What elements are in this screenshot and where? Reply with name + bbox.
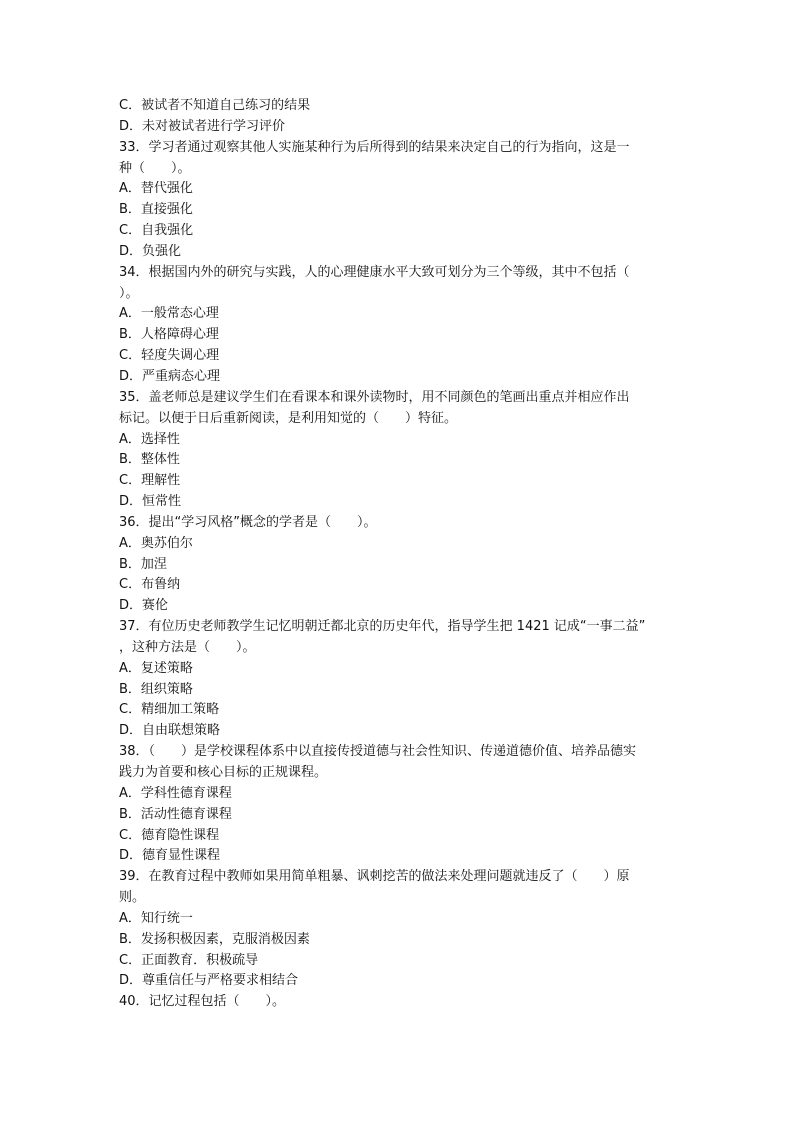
option-a: A．复述策略 xyxy=(119,660,193,676)
option-b: B．人格障碍心理 xyxy=(119,327,219,343)
text-line: 践力为首要和核心目标的正规课程。 xyxy=(119,765,328,780)
question-39: 39．在教育过程中教师如果用简单粗暴、讽刺挖苦的做法来处理问题就违反了（ ）原 xyxy=(119,869,630,885)
option-d: D．赛伦 xyxy=(119,598,169,614)
text-line: ，这种方法是（ ）。 xyxy=(119,639,256,655)
document-page xyxy=(119,96,675,1013)
text-line: 标记。以便于日后重新阅读，是利用知觉的（ ）特征。 xyxy=(119,410,458,426)
question-37: 37．有位历史老师教学生记忆明朝迁都北京的历史年代，指导学生把 1421 记成“一事二益” xyxy=(119,619,646,635)
option-b: B．加涅 xyxy=(119,556,167,572)
option-c: C．精细加工策略 xyxy=(119,702,220,718)
text-line: 则。 xyxy=(119,890,146,906)
option-c: C．德育隐性课程 xyxy=(119,827,220,843)
option-d: D．尊重信任与严格要求相结合 xyxy=(119,973,299,989)
option-c: C．正面教育．积极疏导 xyxy=(119,952,259,968)
option-a: A．知行统一 xyxy=(119,910,193,926)
option-b: B．整体性 xyxy=(119,452,180,468)
option-a: A．奥苏伯尔 xyxy=(119,535,193,551)
option-b: B．组织策略 xyxy=(119,681,193,697)
option-c: C．布鲁纳 xyxy=(119,577,181,593)
question-40: 40．记忆过程包括（ ）。 xyxy=(119,994,286,1010)
option-b: B．发扬积极因素，克服消极因素 xyxy=(119,931,310,947)
option-a: A．选择性 xyxy=(119,431,180,447)
text-line: D．未对被试者进行学习评价 xyxy=(119,118,286,134)
text-line: ）。 xyxy=(119,285,139,301)
option-d: D．德育显性课程 xyxy=(119,848,221,864)
option-a: A．学科性德育课程 xyxy=(119,785,232,801)
question-38: 38．（ ）是学校课程体系中以直接传授道德与社会性知识、传递道德价值、培养品德实 xyxy=(119,744,637,760)
question-33: 33．学习者通过观察其他人实施某种行为后所得到的结果来决定自己的行为指向，这是一 xyxy=(119,139,630,155)
text-line: 种（ ）。 xyxy=(119,160,191,176)
option-b: B．直接强化 xyxy=(119,202,193,218)
option-c: C．理解性 xyxy=(119,473,181,489)
option-d: D．严重病态心理 xyxy=(119,368,221,384)
option-d: D．负强化 xyxy=(119,243,182,259)
text-line: C．被试者不知道自己练习的结果 xyxy=(119,98,311,113)
option-d: D．恒常性 xyxy=(119,494,182,510)
option-a: A．一般常态心理 xyxy=(119,306,219,322)
question-36: 36．提出“学习风格”概念的学者是（ ）。 xyxy=(119,514,377,530)
option-b: B．活动性德育课程 xyxy=(119,806,232,822)
question-35: 35．盖老师总是建议学生们在看课本和课外读物时，用不同颜色的笔画出重点并相应作出 xyxy=(119,389,630,405)
question-34: 34．根据国内外的研究与实践，人的心理健康水平大致可划分为三个等级，其中不包括（ xyxy=(119,264,630,280)
option-c: C．轻度失调心理 xyxy=(119,348,220,364)
option-a: A．替代强化 xyxy=(119,181,193,197)
option-c: C．自我强化 xyxy=(119,223,194,239)
option-d: D．自由联想策略 xyxy=(119,723,221,739)
